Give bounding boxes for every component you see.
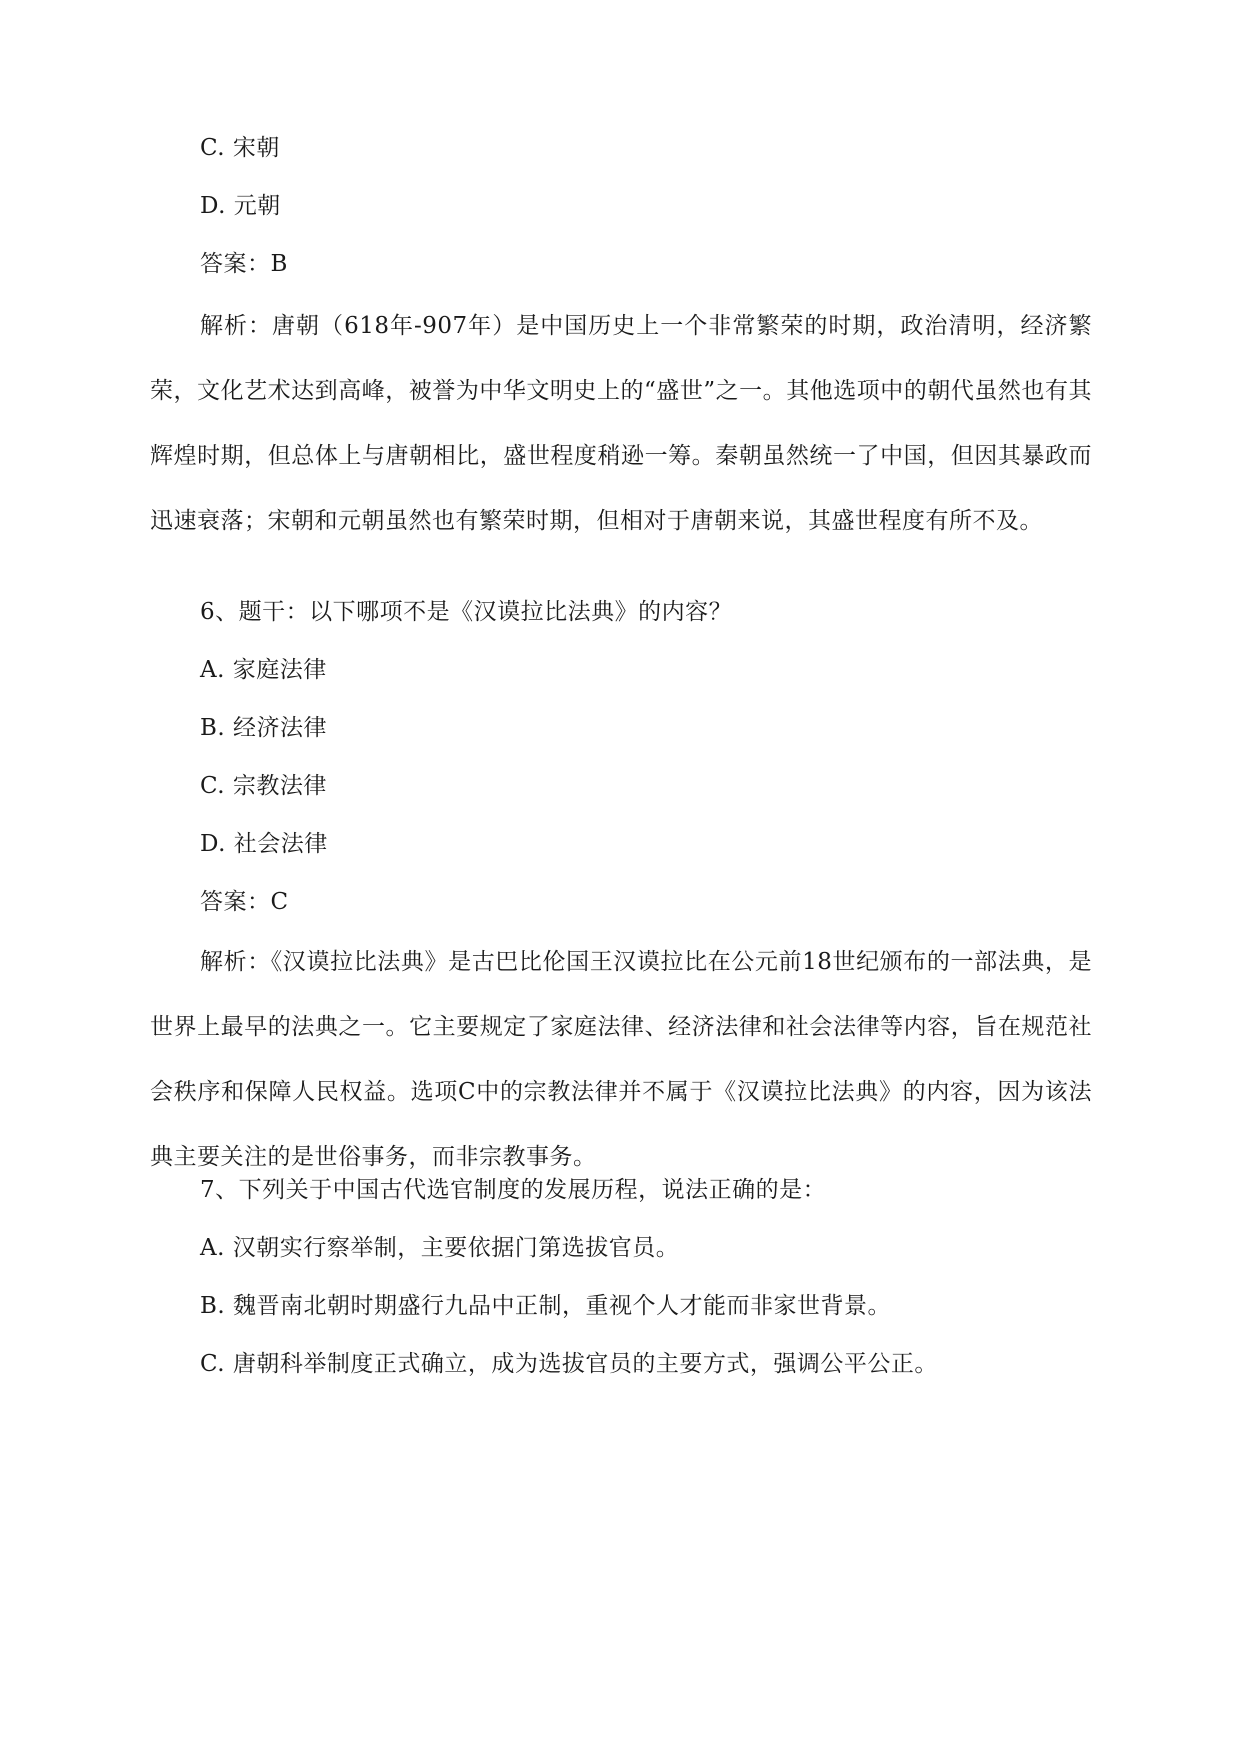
q6-option-d: D. 社会法律 [200,831,328,857]
q6-stem: 6、题干：以下哪项不是《汉谟拉比法典》的内容？ [200,599,733,625]
q6-explanation: 解析：《汉谟拉比法典》是古巴比伦国王汉谟拉比在公元前18世纪颁布的一部法典，是世界上最早的法典之一。它主要规定了家庭法律、经济法律和社会法律等内容，旨在规范社会秩序和保障人民权益。选项C中的宗教法律并不属于《汉谟拉比法典》的内容，因为该法典主要关注的是世俗事务，而非宗教事务。 [150,949,1092,1170]
q6-option-b: B. 经济法律 [200,715,328,741]
q6-option-a: A. 家庭法律 [200,657,327,683]
q5-explanation: 解析：唐朝（618年-907年）是中国历史上一个非常繁荣的时期，政治清明，经济繁荣，文化艺术达到高峰，被誉为中华文明史上的“盛世”之一。其他选项中的朝代虽然也有其辉煌时期，但总体上与唐朝相比，盛世程度稍逊一筹。秦朝虽然统一了中国，但因其暴政而迅速衰落；宋朝和元朝虽然也有繁荣时期，但相对于唐朝来说，其盛世程度有所不及。 [150,313,1092,534]
q6-option-c: C. 宗教法律 [200,773,327,799]
q6-answer: 答案：C [200,889,289,915]
q5-option-d: D. 元朝 [200,193,281,219]
q5-answer: 答案：B [200,251,288,277]
q7-option-c: C. 唐朝科举制度正式确立，成为选拔官员的主要方式，强调公平公正。 [200,1351,938,1377]
q7-stem: 7、下列关于中国古代选官制度的发展历程，说法正确的是： [200,1177,827,1203]
q7-option-b: B. 魏晋南北朝时期盛行九品中正制，重视个人才能而非家世背景。 [200,1293,892,1319]
q5-option-c: C. 宋朝 [200,135,280,161]
q7-option-a: A. 汉朝实行察举制，主要依据门第选拔官员。 [200,1235,680,1261]
